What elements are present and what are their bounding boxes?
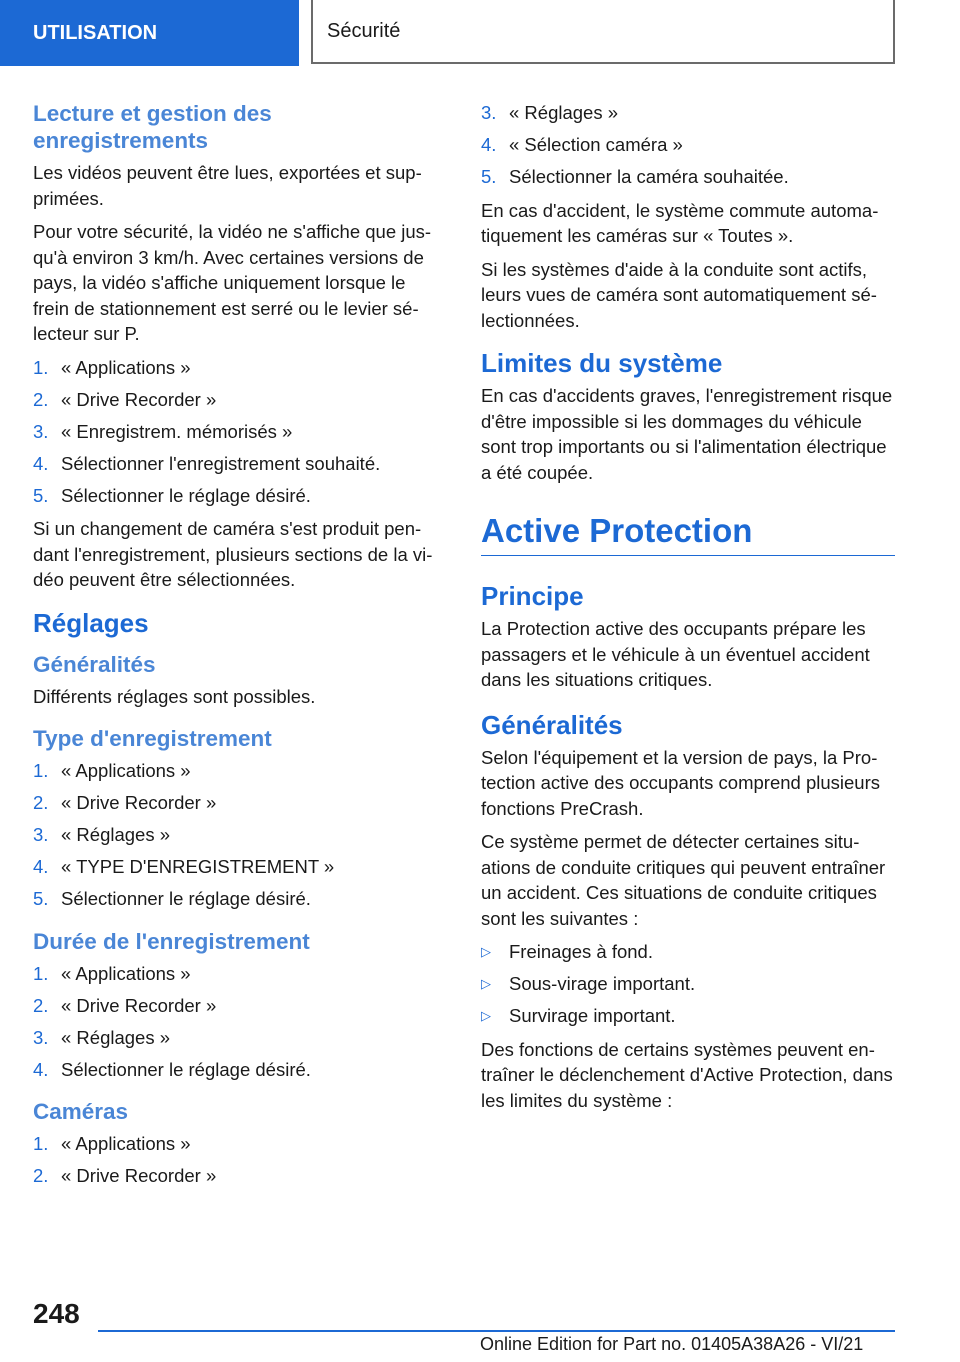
list-item xyxy=(33,886,443,912)
step-text: « Réglages » xyxy=(61,824,171,845)
heading-principe: Principe xyxy=(481,581,584,611)
list-item xyxy=(33,1131,443,1157)
heading-type-enregistrement: Type d'enregistrement xyxy=(33,726,272,751)
section-tab: UTILISATION xyxy=(0,0,299,66)
list-item xyxy=(33,451,443,477)
step-number: 1. xyxy=(33,1133,49,1154)
step-text: « Applications » xyxy=(61,760,191,781)
step-number: 2. xyxy=(33,1165,49,1186)
steps-list xyxy=(33,961,443,1083)
edition-note: Online Edition for Part no. 01405A38A26 - VI/21 xyxy=(480,1334,864,1354)
heading-cameras: Caméras xyxy=(33,1099,129,1124)
paragraph: Pour votre sécurité, la vidéo ne s'affiche que jusqu'à environ 3 km/h. Avec certaines versions de pays, la vidéo s'affiche uniquement lorsque le frein de stationnement est serré ou le levier sélecteur sur P. xyxy=(33,221,432,344)
step-number: 2. xyxy=(33,388,49,410)
bullet-list xyxy=(481,939,895,1029)
left-column xyxy=(33,100,443,1197)
step-text: « Applications » xyxy=(61,962,191,984)
paragraph: Les vidéos peuvent être lues, exportées et supprimées. xyxy=(33,162,422,209)
list-item xyxy=(33,961,443,987)
list-item xyxy=(481,971,895,997)
step-number: 2. xyxy=(33,994,49,1016)
step-text: « Drive Recorder » xyxy=(61,388,217,410)
step-number: 4. xyxy=(481,134,497,155)
heading-limites: Limites du système xyxy=(481,348,723,378)
step-text: « Réglages » xyxy=(61,1026,171,1048)
list-item xyxy=(33,790,443,816)
step-number: 3. xyxy=(481,102,497,123)
triangle-right-icon: ▷ xyxy=(481,976,491,991)
step-text: « TYPE D'ENREGISTREMENT » xyxy=(61,856,335,877)
steps-list xyxy=(481,100,895,190)
paragraph: En cas d'accidents graves, l'enregistrement risque d'être impossible si les dommages du véhicule sont trop importants ou si l'alimentation électrique a été coupée. xyxy=(481,385,893,483)
page-header xyxy=(0,0,960,66)
paragraph: Selon l'équipement et la version de pays, la Protection active des occupants comprend plusieurs fonctions PreCrash. xyxy=(481,746,880,819)
right-column xyxy=(481,100,895,1121)
paragraph: Si les systèmes d'aide à la conduite sont actifs, leurs vues de caméra sont automatiquement sélectionnées. xyxy=(481,258,877,331)
heading-generalites-right: Généralités xyxy=(481,709,623,740)
list-item xyxy=(33,854,443,880)
step-text: « Drive Recorder » xyxy=(61,1165,217,1186)
heading-duree: Durée de l'enregistrement xyxy=(33,928,310,954)
triangle-right-icon: ▷ xyxy=(481,1008,491,1023)
list-item xyxy=(33,419,443,445)
list-item xyxy=(33,822,443,848)
heading-active-protection: Active Protection xyxy=(481,511,895,556)
step-number: 3. xyxy=(33,1026,49,1048)
steps-list xyxy=(33,758,443,912)
paragraph: La Protection active des occupants prépare les passagers et le véhicule à un éventuel accident dans les situations critiques. xyxy=(481,618,870,690)
step-number: 4. xyxy=(33,452,49,474)
step-number: 5. xyxy=(33,888,49,909)
step-text: « Drive Recorder » xyxy=(61,792,217,813)
step-number: 4. xyxy=(33,1058,49,1080)
steps-list xyxy=(33,1131,443,1189)
step-number: 1. xyxy=(33,962,49,984)
list-item xyxy=(481,939,895,965)
step-text: « Sélection caméra » xyxy=(509,134,683,155)
list-item xyxy=(33,993,443,1019)
paragraph: En cas d'accident, le système commute automatiquement les caméras sur « Toutes ». xyxy=(481,199,879,246)
step-text: Sélectionner la caméra souhaitée. xyxy=(509,166,789,187)
step-text: « Drive Recorder » xyxy=(61,994,217,1016)
step-number: 1. xyxy=(33,356,49,378)
bullet-text: Survirage important. xyxy=(509,1005,676,1026)
bullet-text: Sous-virage important. xyxy=(509,973,696,994)
step-text: Sélectionner l'enregistrement souhaité. xyxy=(61,452,381,474)
step-number: 3. xyxy=(33,420,49,442)
page-number: 248 xyxy=(33,1298,80,1329)
triangle-right-icon: ▷ xyxy=(481,944,491,959)
heading-generalites: Généralités xyxy=(33,651,156,677)
step-text: Sélectionner le réglage désiré. xyxy=(61,1058,311,1080)
list-item xyxy=(33,1163,443,1189)
step-text: Sélectionner le réglage désiré. xyxy=(61,484,311,506)
step-number: 5. xyxy=(481,166,497,187)
heading-lecture: Lecture et gestion des enregistrements xyxy=(33,101,272,153)
paragraph: Des fonctions de certains systèmes peuvent entraîner le déclenchement d'Active Protection, dans les limites du système : xyxy=(481,1038,893,1111)
list-item xyxy=(33,483,443,509)
list-item xyxy=(33,758,443,784)
list-item xyxy=(481,164,895,190)
step-text: Sélectionner le réglage désiré. xyxy=(61,888,311,909)
list-item xyxy=(481,1003,895,1029)
list-item xyxy=(33,1025,443,1051)
steps-list xyxy=(33,355,443,509)
step-text: « Réglages » xyxy=(509,102,619,123)
list-item xyxy=(33,387,443,413)
step-number: 3. xyxy=(33,824,49,845)
step-number: 2. xyxy=(33,792,49,813)
step-text: « Enregistrem. mémorisés » xyxy=(61,420,293,442)
paragraph: Ce système permet de détecter certaines situations de conduite critiques qui peuvent entraîner un accident. Ces situations de conduite critiques sont les suivantes : xyxy=(481,831,886,929)
step-number: 5. xyxy=(33,484,49,506)
topic-title: Sécurité xyxy=(311,0,895,64)
bullet-text: Freinages à fond. xyxy=(509,941,653,962)
step-number: 1. xyxy=(33,760,49,781)
step-number: 4. xyxy=(33,856,49,877)
list-item xyxy=(33,355,443,381)
paragraph: Différents réglages sont possibles. xyxy=(33,685,316,707)
list-item xyxy=(481,132,895,158)
footer-divider xyxy=(98,1330,895,1332)
step-text: « Applications » xyxy=(61,1133,191,1154)
paragraph: Si un changement de caméra s'est produit pendant l'enregistrement, plusieurs sections de la vidéo peuvent être sélectionnées. xyxy=(33,518,433,590)
list-item xyxy=(481,100,895,126)
step-text: « Applications » xyxy=(61,356,191,378)
list-item xyxy=(33,1057,443,1083)
heading-reglages: Réglages xyxy=(33,607,149,638)
